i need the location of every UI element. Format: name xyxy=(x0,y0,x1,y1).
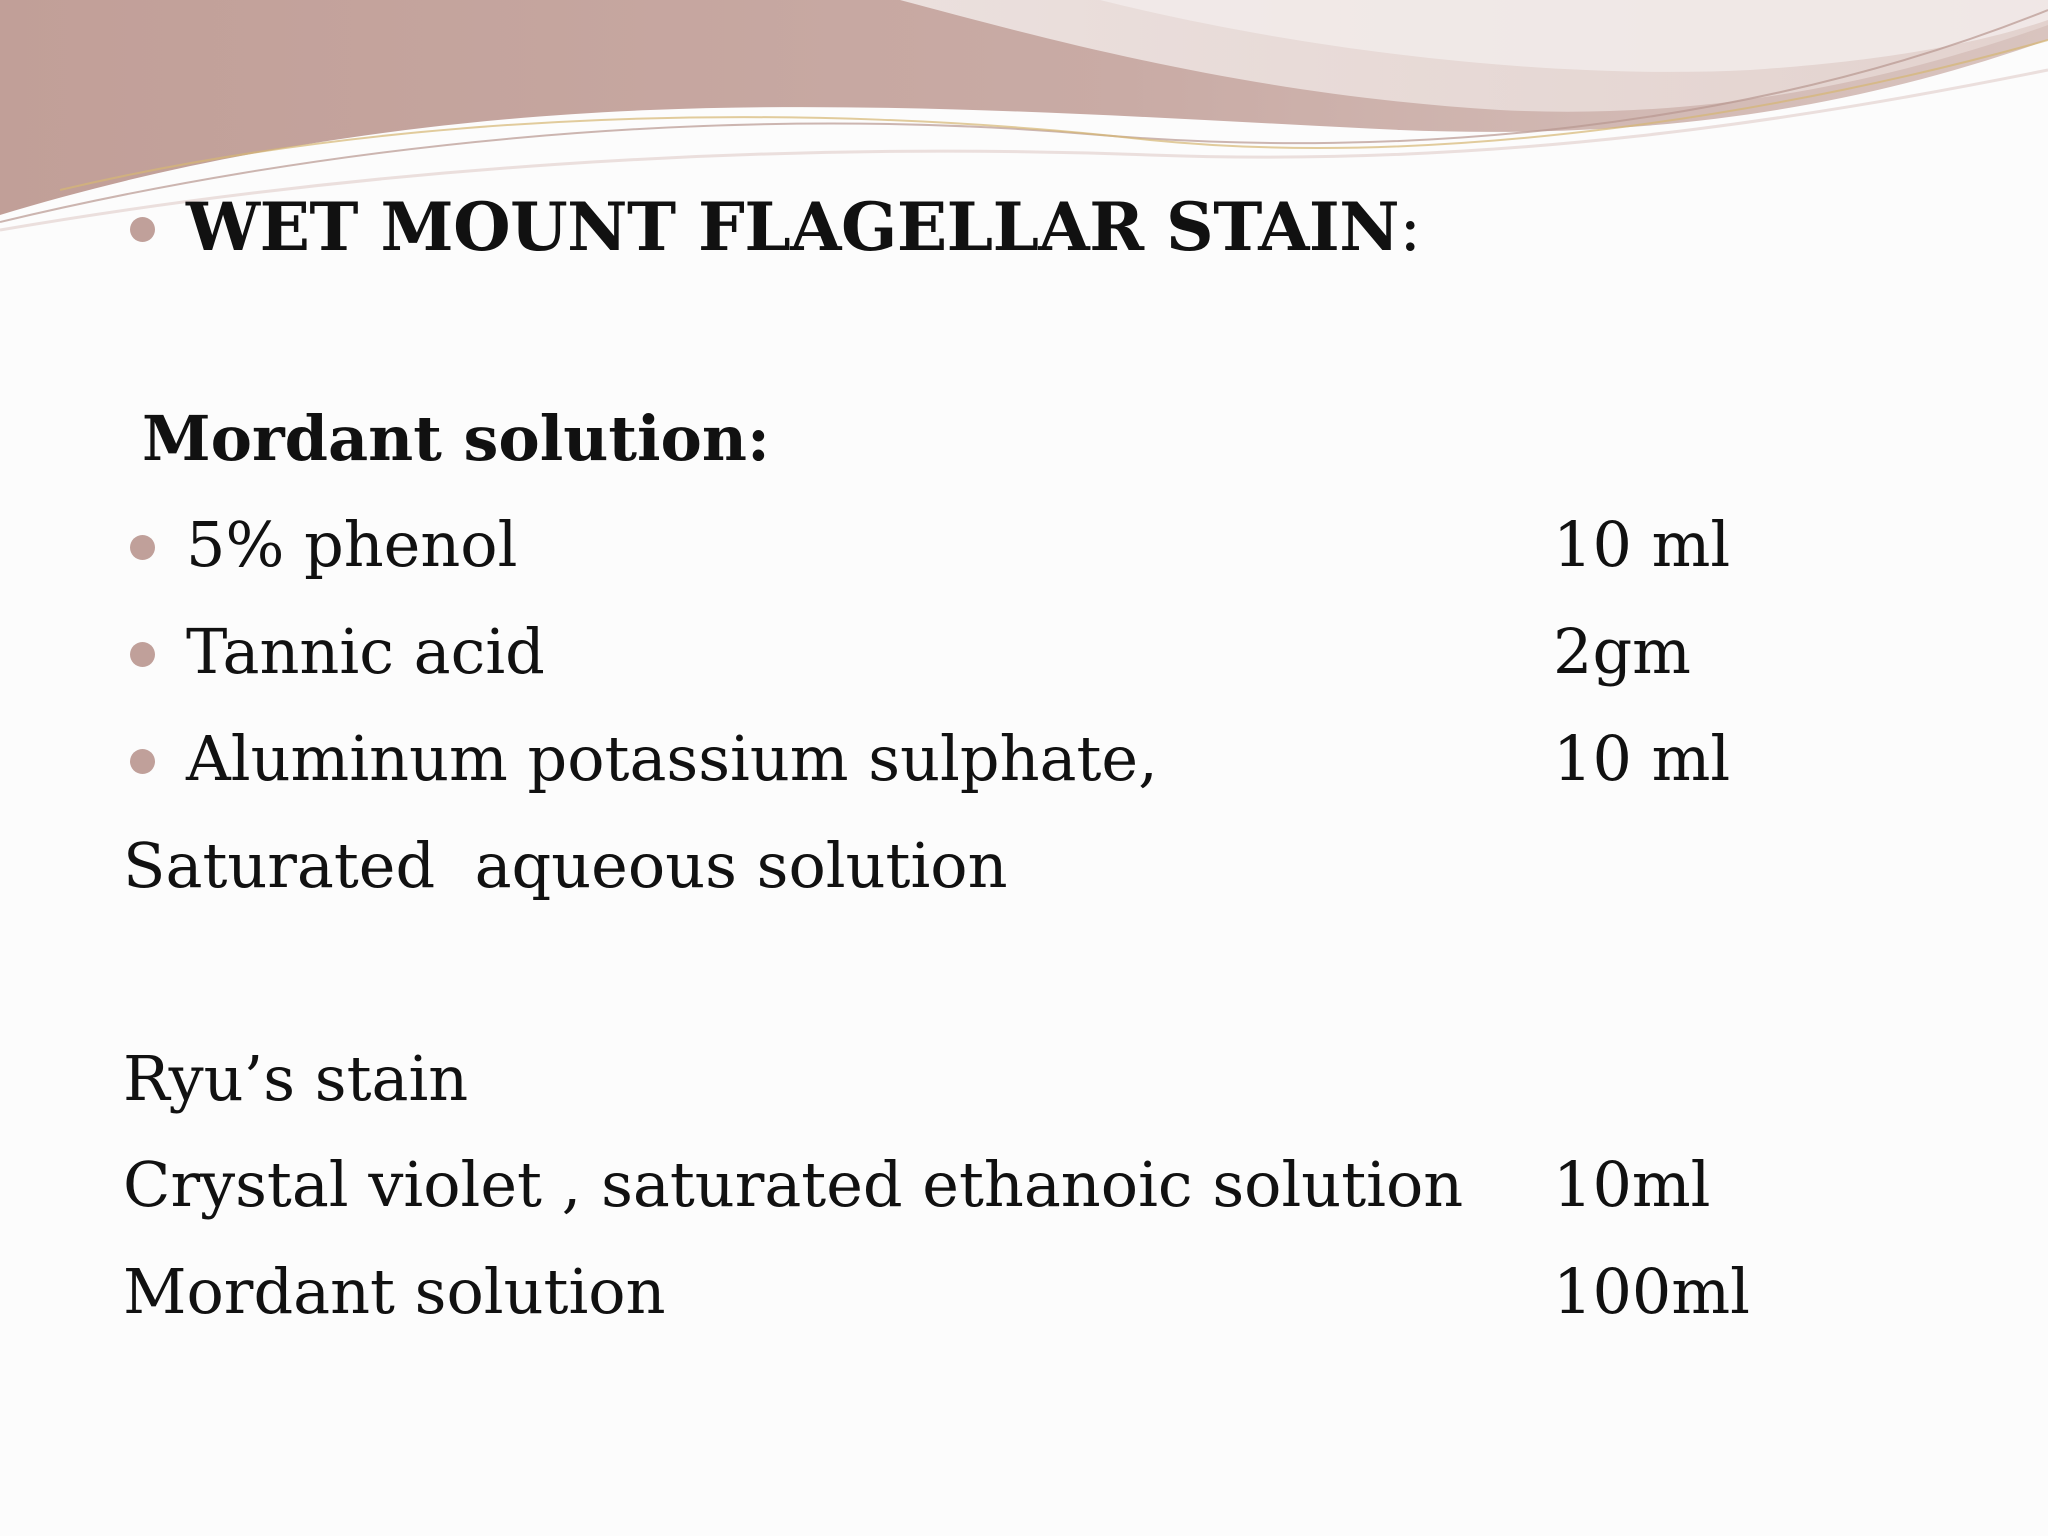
ingredient-quantity: 10 ml xyxy=(1553,508,1731,581)
ingredient-quantity: 10ml xyxy=(1553,1148,1711,1221)
bullet-icon xyxy=(130,217,155,242)
mordant-item xyxy=(0,612,2048,692)
ingredient-quantity: 10 ml xyxy=(1553,722,1731,795)
ryu-item xyxy=(0,1252,2048,1332)
ryu-item xyxy=(0,1145,2048,1225)
slide-heading xyxy=(186,187,1421,268)
ingredient-quantity: 2gm xyxy=(1553,615,1691,688)
ingredient-name: Mordant solution xyxy=(123,1255,666,1328)
ingredient-continuation: Saturated aqueous solution xyxy=(123,829,1008,902)
bullet-icon xyxy=(130,749,155,774)
heading-row xyxy=(0,187,2048,267)
heading-colon: : xyxy=(1399,189,1421,266)
ingredient-name: Crystal violet , saturated ethanoic solution xyxy=(123,1148,1464,1221)
bullet-icon xyxy=(130,535,155,560)
ingredient-quantity: 100ml xyxy=(1553,1255,1750,1328)
ingredient-name: 5% phenol xyxy=(186,508,518,581)
mordant-continuation-row xyxy=(0,826,2048,906)
mordant-title: Mordant solution: xyxy=(142,402,770,475)
ryu-stain-title: Ryu’s stain xyxy=(123,1042,469,1115)
ingredient-name: Tannic acid xyxy=(186,615,545,688)
mordant-item xyxy=(0,719,2048,799)
bullet-icon xyxy=(130,642,155,667)
heading-title: WET MOUNT FLAGELLAR STAIN xyxy=(186,188,1400,266)
ryu-title-row xyxy=(0,1039,2048,1119)
mordant-item xyxy=(0,505,2048,585)
mordant-title-row xyxy=(0,399,2048,479)
ingredient-name: Aluminum potassium sulphate, xyxy=(186,722,1158,795)
